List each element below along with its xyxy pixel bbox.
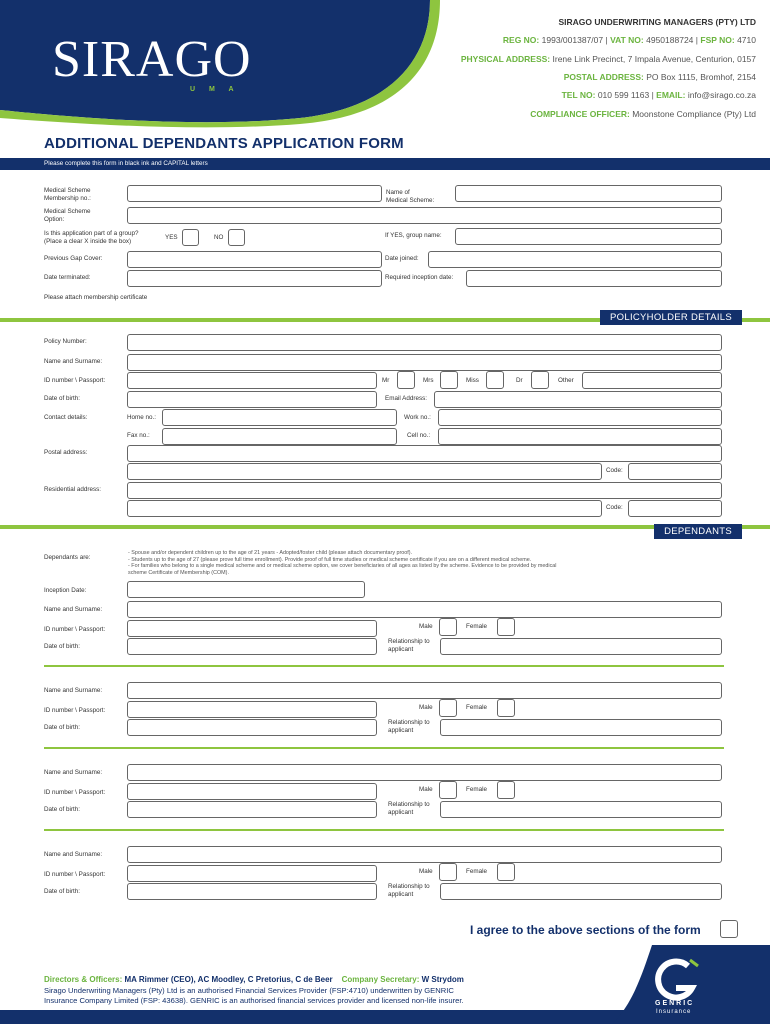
- group-question-label: Is this application part of a group?: [44, 230, 139, 237]
- dep1-dob-label: Date of birth:: [44, 643, 81, 650]
- dep1-female-label: Female: [466, 623, 487, 630]
- dep3-name-input[interactable]: [127, 764, 722, 781]
- email-input[interactable]: [434, 391, 722, 408]
- dep3-male-checkbox[interactable]: [439, 781, 457, 799]
- postal-address-label: Postal address:: [44, 449, 88, 456]
- date-joined-input[interactable]: [428, 251, 722, 268]
- title-miss-checkbox[interactable]: [486, 371, 504, 389]
- inception-date-input[interactable]: [127, 581, 365, 598]
- residential-address-label: Residential address:: [44, 486, 102, 493]
- scheme-name-input[interactable]: [455, 185, 722, 202]
- inception-date-label: Inception Date:: [44, 587, 87, 594]
- ph-dob-label: Date of birth:: [44, 395, 81, 402]
- title-mrs-checkbox[interactable]: [440, 371, 458, 389]
- dep3-relationship-label: Relationship to applicant: [388, 801, 430, 816]
- dep4-male-label: Male: [419, 868, 433, 875]
- policy-number-label: Policy Number:: [44, 338, 87, 345]
- required-inception-input[interactable]: [466, 270, 722, 287]
- dep2-dob-label: Date of birth:: [44, 724, 81, 731]
- dep4-name-label: Name and Surname:: [44, 851, 103, 858]
- dep2-separator: [44, 747, 724, 749]
- dep3-dob-label: Date of birth:: [44, 806, 81, 813]
- attach-certificate-note: Please attach membership certificate: [44, 294, 148, 301]
- cell-no-input[interactable]: [438, 428, 722, 445]
- title-mr-label: Mr: [382, 377, 390, 384]
- home-no-label: Home no.:: [127, 414, 157, 421]
- ph-dob-input[interactable]: [127, 391, 377, 408]
- dep2-name-label: Name and Surname:: [44, 687, 103, 694]
- group-question-hint: (Place a clear X inside the box): [44, 238, 132, 245]
- logo-subtitle: U M A: [190, 86, 240, 93]
- residential-code-label: Code:: [606, 504, 623, 511]
- disclaimer-line-1: Sirago Underwriting Managers (Pty) Ltd is an authorised Financial Services Provider (FSP:4710) underwritten by GENRIC: [44, 986, 454, 995]
- title-dr-label: Dr: [516, 377, 523, 384]
- date-terminated-input[interactable]: [127, 270, 382, 287]
- dep4-relationship-label: Relationship to applicant: [388, 883, 430, 898]
- dep4-relationship-input[interactable]: [440, 883, 722, 900]
- no-label: NO: [214, 234, 224, 241]
- registration-line: REG NO: 1993/001387/07 | VAT NO: 4950188724 | FSP NO: 4710: [502, 35, 756, 45]
- postal-address-line: POSTAL ADDRESS: PO Box 1115, Bromhof, 2154: [563, 72, 756, 82]
- dep4-name-input[interactable]: [127, 846, 722, 863]
- contact-line: TEL NO: 010 599 1163 | EMAIL: info@sirago.co.za: [561, 90, 756, 100]
- agreement-text: I agree to the above sections of the form: [470, 923, 701, 937]
- dep3-id-input[interactable]: [127, 783, 377, 800]
- fax-no-input[interactable]: [162, 428, 397, 445]
- dep4-female-checkbox[interactable]: [497, 863, 515, 881]
- disclaimer-line-2: Insurance Company Limited (FSP: 43638). GENRIC is an authorised financial services provider and licensed non-life insurer.: [44, 996, 464, 1005]
- previous-gap-label: Previous Gap Cover:: [44, 255, 103, 262]
- postal-code-label: Code:: [606, 467, 623, 474]
- genric-insurance-text: Insurance: [656, 1009, 692, 1015]
- title-dr-checkbox[interactable]: [531, 371, 549, 389]
- group-no-checkbox[interactable]: [228, 229, 245, 246]
- dep1-separator: [44, 665, 724, 667]
- fax-no-label: Fax no.:: [127, 432, 150, 439]
- postal-address-input-1[interactable]: [127, 445, 722, 462]
- dep1-female-checkbox[interactable]: [497, 618, 515, 636]
- physical-address-line: PHYSICAL ADDRESS: Irene Link Precinct, 7 Impala Avenue, Centurion, 0157: [460, 54, 756, 64]
- form-title: ADDITIONAL DEPENDANTS APPLICATION FORM: [44, 135, 404, 152]
- dep2-relationship-label: Relationship to applicant: [388, 719, 430, 734]
- work-no-input[interactable]: [438, 409, 722, 426]
- ph-name-input[interactable]: [127, 354, 722, 371]
- work-no-label: Work no.:: [404, 414, 431, 421]
- home-no-input[interactable]: [162, 409, 397, 426]
- dep1-relationship-label: Relationship to applicant: [388, 638, 430, 653]
- scheme-option-input[interactable]: [127, 207, 722, 224]
- title-other-input[interactable]: [582, 372, 722, 389]
- instruction-bar: [0, 158, 770, 170]
- dep2-name-input[interactable]: [127, 682, 722, 699]
- dep1-id-label: ID number \ Passport:: [44, 626, 106, 633]
- dep1-relationship-input[interactable]: [440, 638, 722, 655]
- dep4-id-label: ID number \ Passport:: [44, 871, 106, 878]
- dep4-dob-input[interactable]: [127, 883, 377, 900]
- membership-no-input[interactable]: [127, 185, 382, 202]
- agreement-checkbox[interactable]: [720, 920, 738, 938]
- group-name-input[interactable]: [455, 228, 722, 245]
- group-yes-checkbox[interactable]: [182, 229, 199, 246]
- dependants-eligibility-note: - Spouse and/or dependent children up to the age of 21 years - Adopted/foster child (please attach documentary proof). - Students up to the age of 27 (please prove full time enrollment). Provide proof of full time studies or medical scheme certificate if you are on a different medical scheme. - For families who belong to a single medical scheme and or medical scheme option, we cover beneficiaries of all ages as listed by the scheme. Evidence to be provided by medical scheme Certificate of Membership (COM).: [128, 550, 557, 576]
- directors-line: Directors & Officers: MA Rimmer (CEO), AC Moodley, C Pretorius, C de Beer Company Secretary: W Strydom: [44, 975, 464, 984]
- dep3-female-label: Female: [466, 786, 487, 793]
- required-inception-label: Required inception date:: [385, 274, 454, 281]
- dep1-name-label: Name and Surname:: [44, 606, 103, 613]
- dep1-dob-input[interactable]: [127, 638, 377, 655]
- dep3-relationship-input[interactable]: [440, 801, 722, 818]
- dep4-dob-label: Date of birth:: [44, 888, 81, 895]
- dep4-male-checkbox[interactable]: [439, 863, 457, 881]
- contact-details-label: Contact details:: [44, 414, 88, 421]
- dep1-male-label: Male: [419, 623, 433, 630]
- dep1-id-input[interactable]: [127, 620, 377, 637]
- yes-label: YES: [165, 234, 178, 241]
- group-name-label: If YES, group name:: [385, 232, 442, 239]
- compliance-line: COMPLIANCE OFFICER: Moonstone Compliance (Pty) Ltd: [530, 109, 756, 119]
- dep1-male-checkbox[interactable]: [439, 618, 457, 636]
- scheme-name-label: Name of Medical Scheme:: [386, 189, 435, 204]
- date-terminated-label: Date terminated:: [44, 274, 91, 281]
- dep2-relationship-input[interactable]: [440, 719, 722, 736]
- ph-id-label: ID number \ Passport:: [44, 377, 106, 384]
- ph-name-label: Name and Surname:: [44, 358, 103, 365]
- dependants-are-label: Dependants are:: [44, 554, 91, 561]
- dep2-id-label: ID number \ Passport:: [44, 707, 106, 714]
- title-mrs-label: Mrs: [423, 377, 434, 384]
- cell-no-label: Cell no.:: [407, 432, 431, 439]
- dep3-id-label: ID number \ Passport:: [44, 789, 106, 796]
- email-label: Email Address:: [385, 395, 427, 402]
- dep2-male-checkbox[interactable]: [439, 699, 457, 717]
- previous-gap-input[interactable]: [127, 251, 382, 268]
- sirago-logo: SIRAGO: [52, 31, 252, 88]
- dep2-female-label: Female: [466, 704, 487, 711]
- title-other-label: Other: [558, 377, 574, 384]
- scheme-option-label: Medical Scheme Option:: [44, 208, 91, 223]
- membership-no-label: Medical Scheme Membership no.:: [44, 187, 91, 202]
- dep3-separator: [44, 829, 724, 831]
- policyholder-tab: POLICYHOLDER DETAILS: [600, 310, 742, 325]
- policy-number-input[interactable]: [127, 334, 722, 351]
- dep3-female-checkbox[interactable]: [497, 781, 515, 799]
- residential-code-input[interactable]: [628, 500, 722, 517]
- postal-code-input[interactable]: [628, 463, 722, 480]
- date-joined-label: Date joined:: [385, 255, 419, 262]
- dep2-male-label: Male: [419, 704, 433, 711]
- dep2-id-input[interactable]: [127, 701, 377, 718]
- dep2-dob-input[interactable]: [127, 719, 377, 736]
- dep3-name-label: Name and Surname:: [44, 769, 103, 776]
- dependants-tab: DEPENDANTS: [654, 524, 742, 539]
- title-mr-checkbox[interactable]: [397, 371, 415, 389]
- company-name: SIRAGO UNDERWRITING MANAGERS (PTY) LTD: [558, 17, 756, 27]
- dep4-id-input[interactable]: [127, 865, 377, 882]
- ph-id-input[interactable]: [127, 372, 377, 389]
- dep1-name-input[interactable]: [127, 601, 722, 618]
- postal-address-input-2[interactable]: [127, 463, 602, 480]
- residential-address-input-1[interactable]: [127, 482, 722, 499]
- title-miss-label: Miss: [466, 377, 479, 384]
- dep3-male-label: Male: [419, 786, 433, 793]
- dep4-female-label: Female: [466, 868, 487, 875]
- genric-wordmark: GENRIC: [655, 1000, 695, 1007]
- residential-address-input-2[interactable]: [127, 500, 602, 517]
- instruction-text: Please complete this form in black ink and CAPITAL letters: [44, 160, 208, 167]
- dep3-dob-input[interactable]: [127, 801, 377, 818]
- dep2-female-checkbox[interactable]: [497, 699, 515, 717]
